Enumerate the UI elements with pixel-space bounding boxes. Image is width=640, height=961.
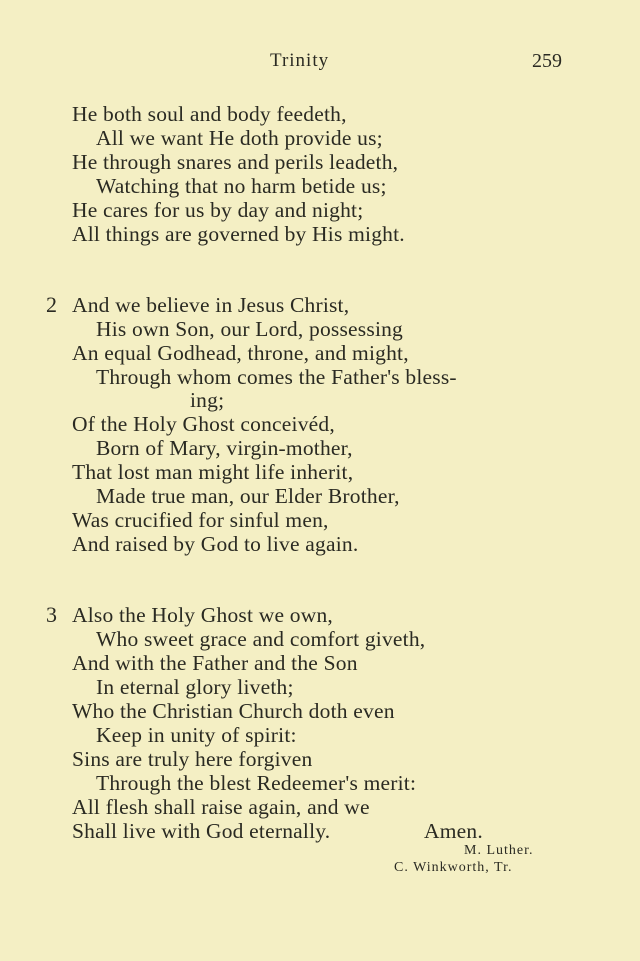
author-attribution: M. Luther. (464, 843, 534, 858)
stanza-line: Who sweet grace and comfort giveth, (96, 627, 426, 651)
stanza-line: Through the blest Redeemer's merit: (96, 771, 417, 795)
stanza-line: Made true man, our Elder Brother, (96, 484, 400, 508)
stanza-line: He both soul and body feedeth, (72, 102, 347, 126)
stanza-line: Was crucified for sinful men, (72, 508, 329, 532)
stanza-line: Also the Holy Ghost we own, (72, 603, 333, 627)
stanza-line: Shall live with God eternally. (72, 819, 331, 843)
stanza-line-continuation: ing; (190, 388, 225, 412)
stanza-line: All things are governed by His might. (72, 222, 405, 246)
stanza-number: 2 (46, 292, 57, 317)
stanza-line: He cares for us by day and night; (72, 198, 364, 222)
page-number: 259 (532, 50, 562, 72)
stanza-line: All flesh shall raise again, and we (72, 795, 370, 819)
stanza-line: And we believe in Jesus Christ, (72, 293, 350, 317)
stanza-line: In eternal glory liveth; (96, 675, 294, 699)
stanza-line: Through whom comes the Father's bless- (96, 365, 457, 389)
translator-attribution: C. Winkworth, Tr. (394, 860, 513, 875)
stanza-line: Of the Holy Ghost conceivéd, (72, 412, 335, 436)
running-title: Trinity (270, 50, 330, 71)
stanza-line: And with the Father and the Son (72, 651, 358, 675)
stanza-line: Sins are truly here forgiven (72, 747, 313, 771)
stanza-line: That lost man might life inherit, (72, 460, 354, 484)
stanza-line: Born of Mary, virgin-mother, (96, 436, 353, 460)
stanza-line: Who the Christian Church doth even (72, 699, 395, 723)
stanza-line: An equal Godhead, throne, and might, (72, 341, 409, 365)
stanza-line: Watching that no harm betide us; (96, 174, 387, 198)
stanza-line: And raised by God to live again. (72, 532, 359, 556)
amen: Amen. (424, 819, 483, 843)
stanza-line: Keep in unity of spirit: (96, 723, 297, 747)
stanza-number: 3 (46, 602, 57, 627)
stanza-line: All we want He doth provide us; (96, 126, 383, 150)
stanza-line: His own Son, our Lord, possessing (96, 317, 404, 341)
stanza-line: He through snares and perils leadeth, (72, 150, 399, 174)
